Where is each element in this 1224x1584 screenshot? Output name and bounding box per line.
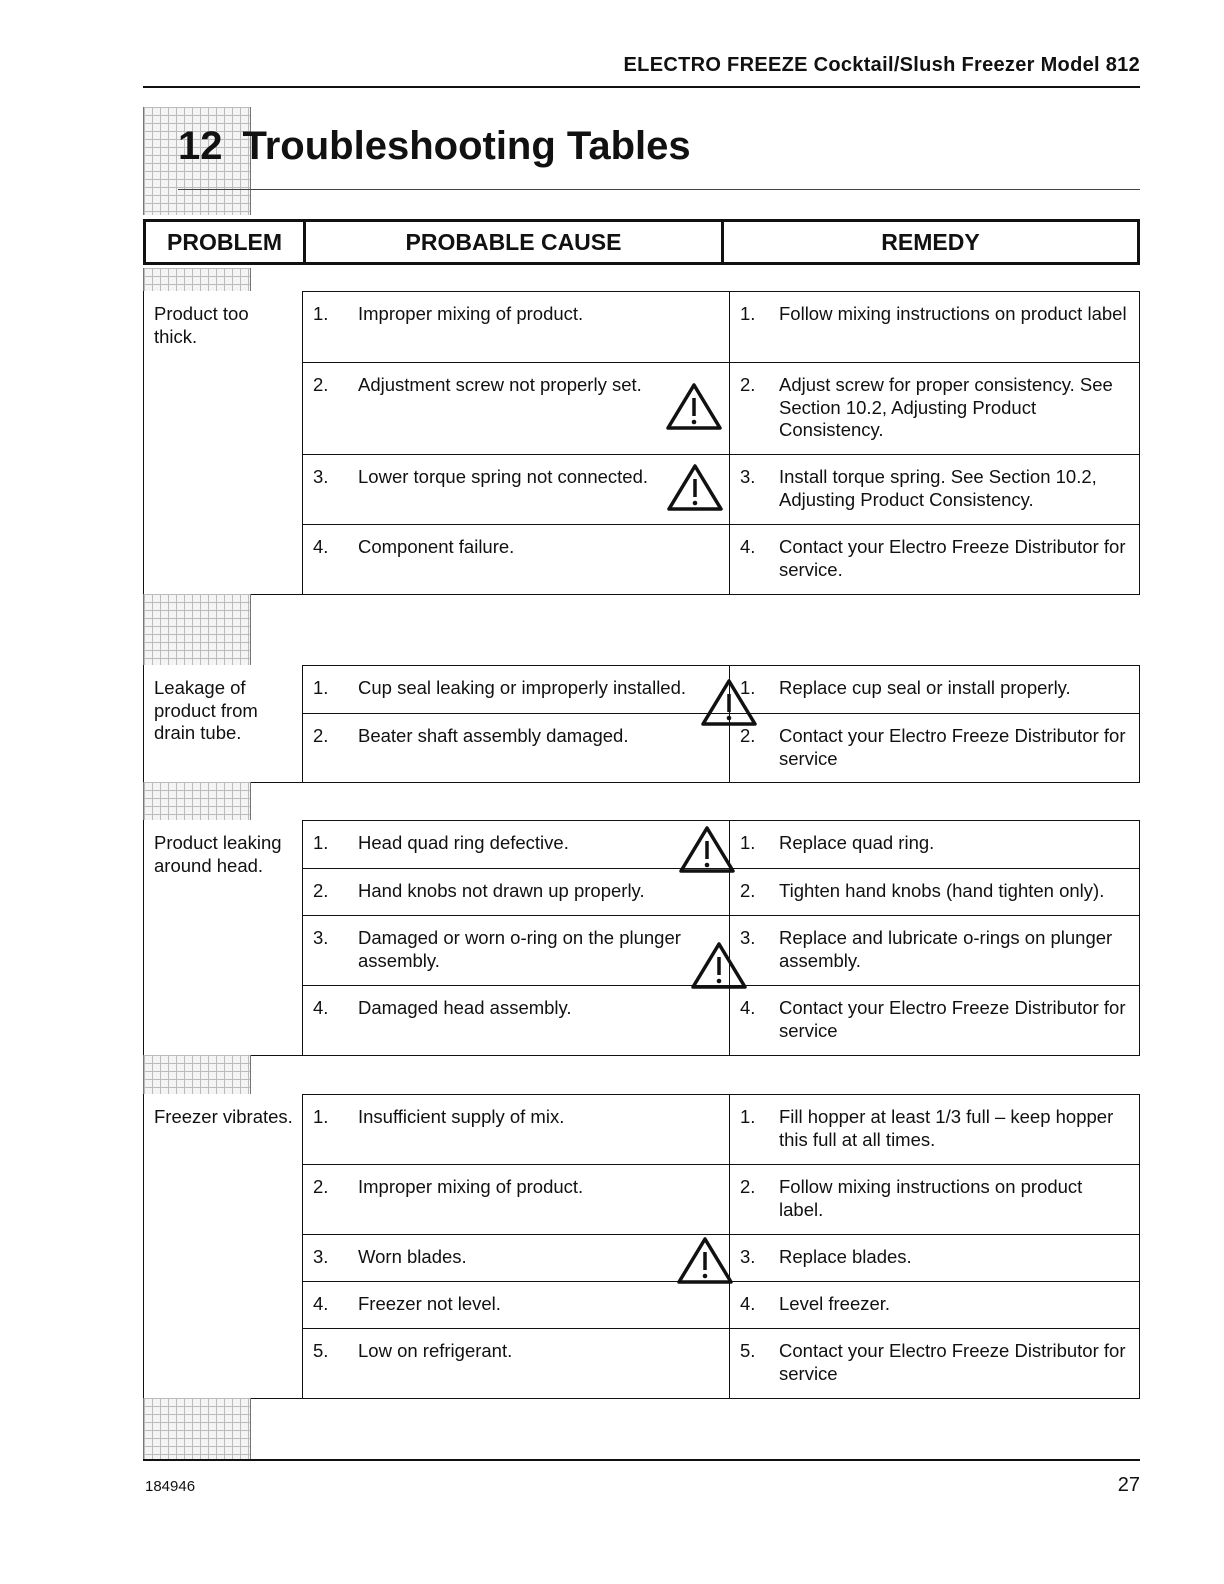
cause-text: Cup seal leaking or improperly installed.	[358, 677, 687, 698]
cause-number: 3.	[313, 1246, 329, 1267]
cause-text: Freezer not level.	[358, 1293, 501, 1314]
table-border-left	[143, 820, 144, 1055]
section-title: Troubleshooting Tables	[242, 124, 691, 168]
problem-column-divider	[302, 665, 303, 782]
warning-triangle-icon	[700, 677, 758, 727]
header-rule	[143, 86, 1140, 88]
remedy-text: Follow mixing instructions on product label.	[779, 1176, 1083, 1220]
warning-triangle-icon	[665, 381, 723, 431]
remedy-number: 4.	[740, 997, 756, 1018]
row-rule	[302, 454, 1140, 455]
problem-column-divider	[302, 291, 303, 594]
remedy-text: Replace blades.	[779, 1246, 912, 1267]
row-rule	[302, 1281, 1140, 1282]
cause-number: 4.	[313, 536, 329, 557]
table-border-right	[1139, 665, 1140, 782]
remedy-text: Replace and lubricate o-rings on plunger assembly.	[779, 927, 1113, 971]
cause-text: Insufficient supply of mix.	[358, 1106, 565, 1127]
remedy-number: 1.	[740, 832, 756, 853]
cause-number: 1.	[313, 1106, 329, 1127]
cause-number: 2.	[313, 374, 329, 395]
remedy-number: 1.	[740, 1106, 756, 1127]
cause-number: 2.	[313, 1176, 329, 1197]
running-header: ELECTRO FREEZE Cocktail/Slush Freezer Model 812	[623, 54, 1140, 76]
problem-column-divider	[302, 1094, 303, 1398]
remedy-number: 3.	[740, 1246, 756, 1267]
problem-text: Product too thick.	[154, 303, 249, 347]
grid-decoration	[143, 268, 251, 291]
remedy-text: Tighten hand knobs (hand tighten only).	[779, 880, 1105, 901]
group-top-rule	[302, 665, 1140, 666]
group-top-rule	[302, 1094, 1140, 1095]
cause-text: Beater shaft assembly damaged.	[358, 725, 629, 746]
group-top-rule	[302, 291, 1140, 292]
page-number: 27	[1117, 1474, 1140, 1496]
table-border-right	[1139, 820, 1140, 1055]
row-rule	[302, 362, 1140, 363]
cause-text: Hand knobs not drawn up properly.	[358, 880, 645, 901]
grid-decoration	[143, 594, 251, 665]
group-bottom-rule	[143, 1398, 1140, 1399]
cause-text: Component failure.	[358, 536, 515, 557]
cause-number: 3.	[313, 927, 329, 948]
remedy-number: 4.	[740, 1293, 756, 1314]
remedy-text: Level freezer.	[779, 1293, 891, 1314]
remedy-number: 2.	[740, 880, 756, 901]
row-rule	[302, 524, 1140, 525]
cause-text: Worn blades.	[358, 1246, 467, 1267]
remedy-text: Contact your Electro Freeze Distributor for service	[779, 997, 1126, 1041]
row-rule	[302, 1164, 1140, 1165]
warning-triangle-icon	[690, 940, 748, 990]
remedy-text: Contact your Electro Freeze Distributor for service	[779, 725, 1126, 769]
row-rule	[302, 868, 1140, 869]
cause-text: Damaged or worn o-ring on the plunger assembly.	[358, 927, 681, 971]
warning-triangle-icon	[666, 462, 724, 512]
problem-text: Product leaking around head.	[154, 832, 282, 876]
remedy-text: Follow mixing instructions on product label	[779, 303, 1127, 324]
row-rule	[302, 1328, 1140, 1329]
cause-text: Lower torque spring not connected.	[358, 466, 649, 487]
cause-text: Adjustment screw not properly set.	[358, 374, 642, 395]
remedy-number: 5.	[740, 1340, 756, 1361]
row-rule	[302, 985, 1140, 986]
remedy-text: Fill hopper at least 1/3 full – keep hopper this full at all times.	[779, 1106, 1114, 1150]
problem-column-divider	[302, 820, 303, 1055]
table-border-right	[1139, 291, 1140, 594]
warning-triangle-icon	[676, 1235, 734, 1285]
remedy-number: 1.	[740, 303, 756, 324]
cause-number: 3.	[313, 466, 329, 487]
cause-number: 5.	[313, 1340, 329, 1361]
cause-text: Head quad ring defective.	[358, 832, 569, 853]
problem-text: Freezer vibrates.	[154, 1106, 293, 1127]
footer-rule	[143, 1459, 1140, 1461]
grid-decoration	[143, 1055, 251, 1094]
cause-number: 2.	[313, 725, 329, 746]
table-border-right	[1139, 1094, 1140, 1398]
cause-text: Damaged head assembly.	[358, 997, 572, 1018]
table-border-left	[143, 1094, 144, 1398]
remedy-text: Adjust screw for proper consistency. See Section 10.2, Adjusting Product Consistency.	[779, 374, 1113, 440]
remedy-text: Replace cup seal or install properly.	[779, 677, 1071, 698]
column-header-probable-cause: PROBABLE CAUSE	[303, 219, 724, 265]
cause-column-divider	[729, 291, 730, 594]
remedy-number: 3.	[740, 466, 756, 487]
column-header-remedy: REMEDY	[721, 219, 1140, 265]
row-rule	[302, 713, 1140, 714]
cause-number: 2.	[313, 880, 329, 901]
remedy-number: 4.	[740, 536, 756, 557]
remedy-number: 1.	[740, 677, 756, 698]
remedy-number: 3.	[740, 927, 756, 948]
row-rule	[302, 915, 1140, 916]
cause-number: 4.	[313, 997, 329, 1018]
remedy-number: 2.	[740, 374, 756, 395]
section-number: 12	[178, 124, 223, 168]
section-heading	[178, 124, 691, 169]
grid-decoration	[143, 1398, 251, 1459]
problem-text: Leakage of product from drain tube.	[154, 677, 258, 743]
cause-text: Low on refrigerant.	[358, 1340, 513, 1361]
remedy-text: Replace quad ring.	[779, 832, 935, 853]
grid-decoration	[143, 782, 251, 820]
remedy-number: 2.	[740, 1176, 756, 1197]
cause-text: Improper mixing of product.	[358, 303, 584, 324]
table-border-left	[143, 665, 144, 782]
remedy-number: 2.	[740, 725, 756, 746]
cause-number: 4.	[313, 1293, 329, 1314]
column-header-problem: PROBLEM	[143, 219, 306, 265]
cause-text: Improper mixing of product.	[358, 1176, 584, 1197]
cause-number: 1.	[313, 303, 329, 324]
table-border-left	[143, 291, 144, 594]
cause-number: 1.	[313, 832, 329, 853]
remedy-text: Contact your Electro Freeze Distributor for service	[779, 1340, 1126, 1384]
document-number: 184946	[145, 1478, 196, 1495]
group-bottom-rule	[143, 782, 1140, 783]
remedy-text: Contact your Electro Freeze Distributor for service.	[779, 536, 1126, 580]
group-bottom-rule	[143, 1055, 1140, 1056]
cause-number: 1.	[313, 677, 329, 698]
warning-triangle-icon	[678, 824, 736, 874]
group-top-rule	[302, 820, 1140, 821]
group-bottom-rule	[143, 594, 1140, 595]
title-rule	[178, 189, 1140, 190]
remedy-text: Install torque spring. See Section 10.2, Adjusting Product Consistency.	[779, 466, 1097, 510]
